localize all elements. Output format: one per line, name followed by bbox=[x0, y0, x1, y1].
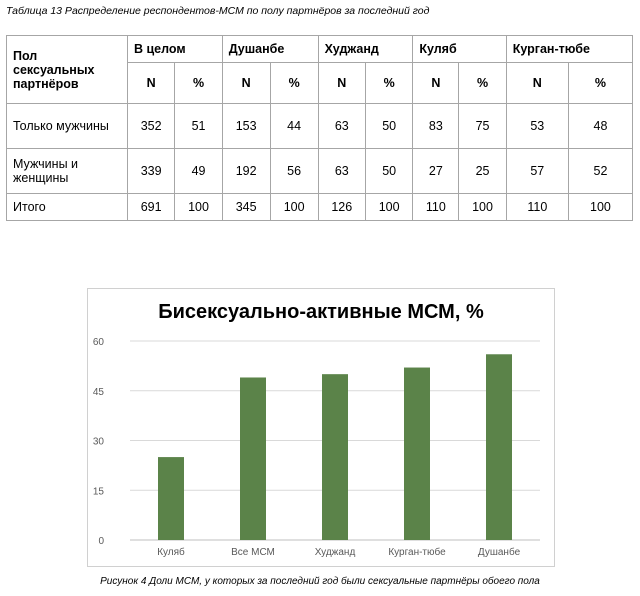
x-tick-label: Душанбе bbox=[477, 547, 521, 558]
x-tick-label: Курган-тюбе bbox=[388, 547, 446, 558]
sub-header: N bbox=[413, 63, 459, 104]
y-tick-label: 15 bbox=[92, 486, 104, 498]
table-header-row bbox=[7, 36, 633, 63]
table-cell: 83 bbox=[413, 104, 459, 149]
group-header: Душанбе bbox=[222, 36, 318, 63]
table-cell: 25 bbox=[459, 149, 506, 194]
table-cell: 345 bbox=[222, 194, 270, 221]
table-cell: 691 bbox=[128, 194, 175, 221]
data-table bbox=[6, 35, 633, 221]
table-cell: 352 bbox=[128, 104, 175, 149]
table-cell: 53 bbox=[506, 104, 568, 149]
y-tick-label: 30 bbox=[92, 436, 104, 448]
group-header: Худжанд bbox=[318, 36, 413, 63]
table-cell: 63 bbox=[318, 149, 365, 194]
y-tick-label: 45 bbox=[92, 386, 104, 398]
y-tick-label: 60 bbox=[92, 337, 104, 348]
table-cell: 63 bbox=[318, 104, 365, 149]
bar bbox=[404, 368, 430, 540]
bar bbox=[158, 457, 184, 540]
table-cell: 56 bbox=[270, 149, 318, 194]
table-cell: 100 bbox=[568, 194, 632, 221]
x-tick-label: Куляб bbox=[157, 547, 185, 558]
bar bbox=[322, 374, 348, 540]
group-header: Курган-тюбе bbox=[506, 36, 632, 63]
table-cell: 100 bbox=[365, 194, 412, 221]
table-caption: Таблица 13 Распределение респондентов-МСМ по полу партнёров за последний год bbox=[6, 5, 430, 17]
sub-header: N bbox=[128, 63, 175, 104]
table-cell: 100 bbox=[175, 194, 222, 221]
row-label: Итого bbox=[7, 194, 128, 221]
table-cell: 57 bbox=[506, 149, 568, 194]
chart-title: Бисексуально-активные МСМ, % bbox=[158, 301, 484, 323]
table-cell: 100 bbox=[270, 194, 318, 221]
sub-header: % bbox=[175, 63, 222, 104]
table-cell: 110 bbox=[413, 194, 459, 221]
sub-header: % bbox=[568, 63, 632, 104]
table-row bbox=[7, 149, 633, 194]
x-tick-label: Все МСМ bbox=[231, 547, 275, 558]
bar-chart bbox=[88, 289, 554, 566]
sub-header: % bbox=[365, 63, 412, 104]
group-header: Куляб bbox=[413, 36, 506, 63]
row-label: Только мужчины bbox=[7, 104, 128, 149]
table-cell: 192 bbox=[222, 149, 270, 194]
x-tick-label: Худжанд bbox=[314, 547, 356, 558]
sub-header: N bbox=[222, 63, 270, 104]
y-tick-label: 0 bbox=[98, 536, 104, 547]
row-header: Пол сексуальных партнёров bbox=[7, 36, 128, 104]
sub-header: % bbox=[270, 63, 318, 104]
table-cell: 110 bbox=[506, 194, 568, 221]
table-cell: 100 bbox=[459, 194, 506, 221]
table-cell: 52 bbox=[568, 149, 632, 194]
sub-header: N bbox=[318, 63, 365, 104]
table-cell: 50 bbox=[365, 149, 412, 194]
figure-caption: Рисунок 4 Доли МСМ, у которых за последний год были сексуальные партнёры обоего пола bbox=[100, 576, 540, 587]
table-cell: 49 bbox=[175, 149, 222, 194]
sub-header: N bbox=[506, 63, 568, 104]
table-row bbox=[7, 194, 633, 221]
chart-frame bbox=[87, 288, 555, 567]
table-cell: 27 bbox=[413, 149, 459, 194]
table-cell: 51 bbox=[175, 104, 222, 149]
table-cell: 339 bbox=[128, 149, 175, 194]
table-cell: 153 bbox=[222, 104, 270, 149]
bar bbox=[240, 377, 266, 540]
table-cell: 75 bbox=[459, 104, 506, 149]
table-cell: 44 bbox=[270, 104, 318, 149]
sub-header: % bbox=[459, 63, 506, 104]
bar bbox=[486, 354, 512, 540]
table-cell: 48 bbox=[568, 104, 632, 149]
table-cell: 126 bbox=[318, 194, 365, 221]
row-label: Мужчины и женщины bbox=[7, 149, 128, 194]
table-row bbox=[7, 104, 633, 149]
group-header: В целом bbox=[128, 36, 223, 63]
table-cell: 50 bbox=[365, 104, 412, 149]
